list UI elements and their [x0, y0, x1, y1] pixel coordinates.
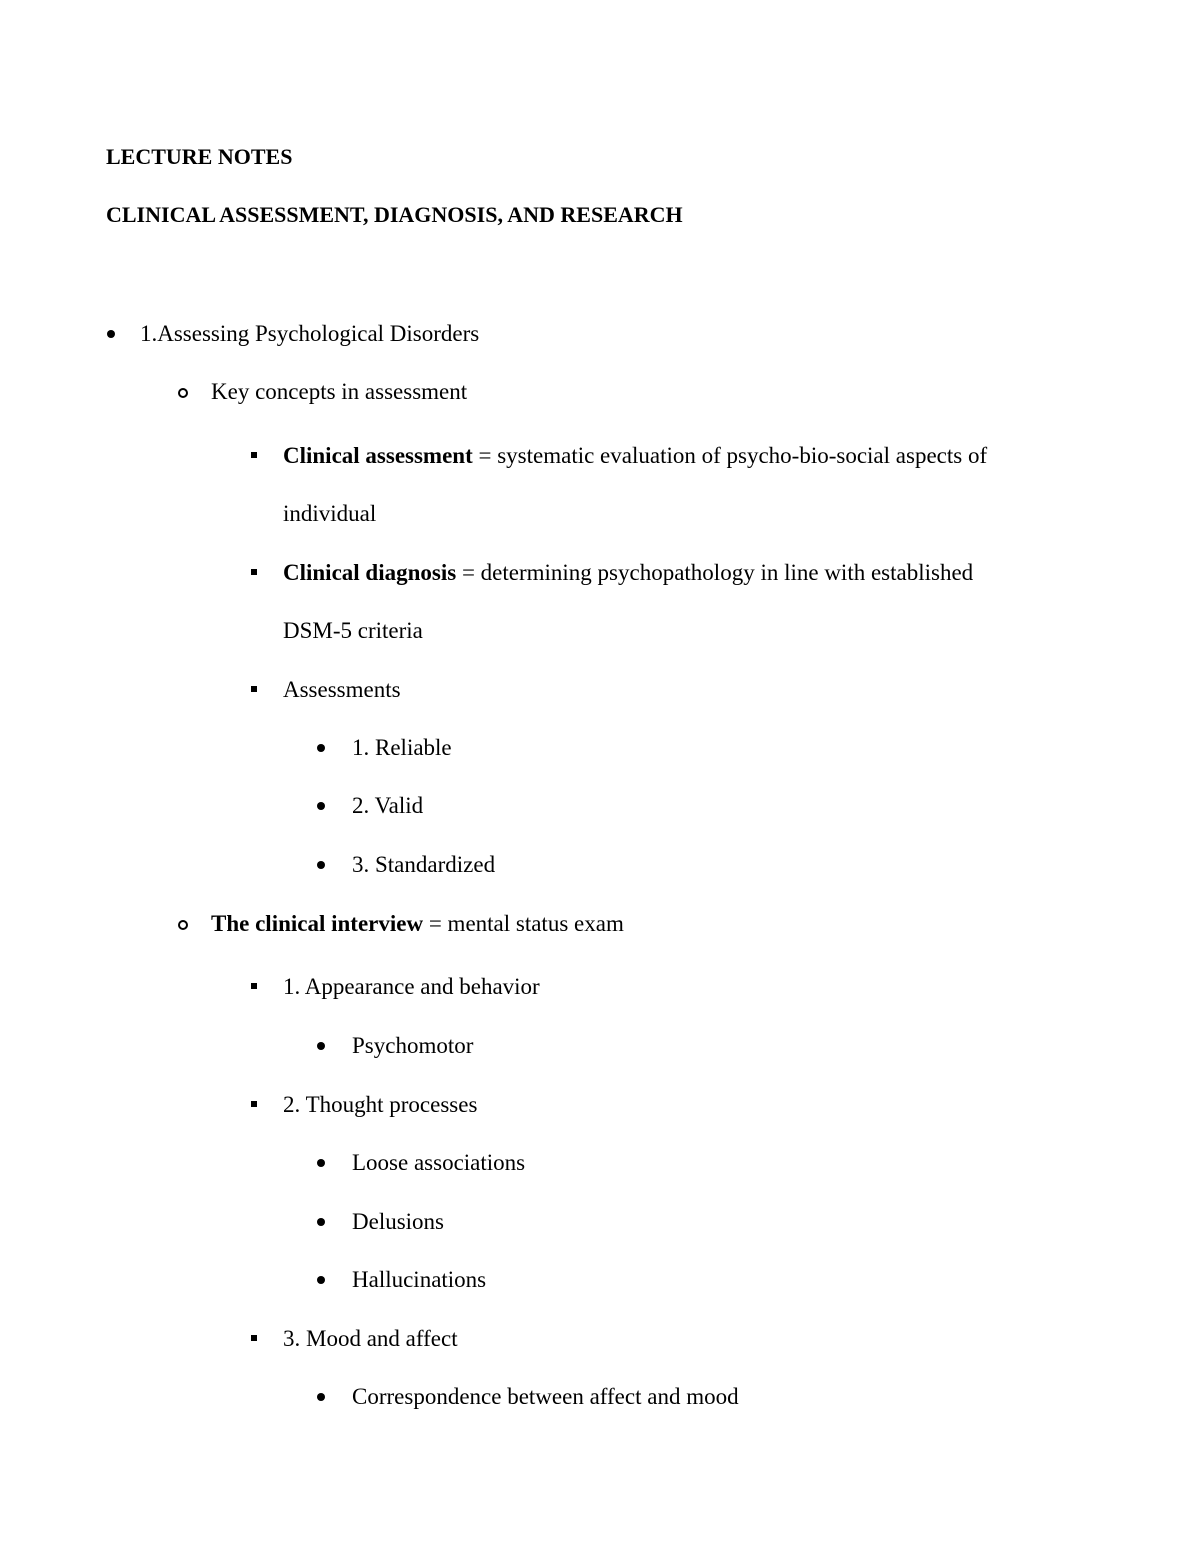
bullet-square-icon: [251, 1101, 257, 1107]
bullet-square-icon: [251, 1335, 257, 1341]
list-item: 1. Reliable: [352, 735, 452, 760]
bullet-disc-icon: [107, 330, 115, 338]
bullet-disc-icon: [317, 861, 325, 869]
term-clinical-assessment: Clinical assessment: [283, 443, 473, 468]
page-subtitle: CLINICAL ASSESSMENT, DIAGNOSIS, AND RESEARCH: [106, 202, 683, 227]
bullet-disc-icon: [317, 1276, 325, 1284]
bullet-disc-icon: [317, 1218, 325, 1226]
bullet-circle-icon: [178, 388, 188, 398]
list-item-assessments: Assessments: [283, 677, 401, 702]
term-clinical-diagnosis: Clinical diagnosis: [283, 560, 457, 585]
list-item-continuation: DSM-5 criteria: [283, 618, 423, 643]
list-item-mood: 3. Mood and affect: [283, 1326, 458, 1351]
list-item: 3. Standardized: [352, 852, 496, 877]
list-item-clinical-diagnosis: [283, 561, 973, 584]
bullet-disc-icon: [317, 1393, 325, 1401]
term-clinical-interview: The clinical interview: [211, 911, 424, 936]
list-item-continuation: individual: [283, 501, 377, 526]
definition-clinical-interview: = mental status exam: [423, 911, 624, 936]
page-title: LECTURE NOTES: [106, 144, 293, 169]
definition-clinical-assessment: = systematic evaluation of psycho-bio-social aspects of: [472, 443, 988, 468]
list-item-clinical-assessment: [283, 444, 987, 467]
bullet-square-icon: [251, 452, 257, 458]
bullet-disc-icon: [317, 802, 325, 810]
bullet-square-icon: [251, 569, 257, 575]
list-item: Correspondence between affect and mood: [352, 1384, 739, 1409]
list-item: Delusions: [352, 1209, 444, 1234]
bullet-square-icon: [251, 686, 257, 692]
definition-clinical-diagnosis: = determining psychopathology in line with established: [456, 560, 974, 585]
bullet-disc-icon: [317, 744, 325, 752]
bullet-circle-icon: [178, 920, 188, 930]
list-item: Loose associations: [352, 1150, 526, 1175]
section-heading: 1.Assessing Psychological Disorders: [140, 321, 480, 346]
list-item: 2. Valid: [352, 793, 424, 818]
list-item: Hallucinations: [352, 1267, 487, 1292]
bullet-disc-icon: [317, 1159, 325, 1167]
list-item-clinical-interview: [211, 912, 624, 935]
list-item-thought: 2. Thought processes: [283, 1092, 478, 1117]
list-item: Psychomotor: [352, 1033, 474, 1058]
list-item-key-concepts: Key concepts in assessment: [211, 379, 468, 404]
bullet-disc-icon: [317, 1042, 325, 1050]
list-item-appearance: 1. Appearance and behavior: [283, 974, 540, 999]
bullet-square-icon: [251, 983, 257, 989]
